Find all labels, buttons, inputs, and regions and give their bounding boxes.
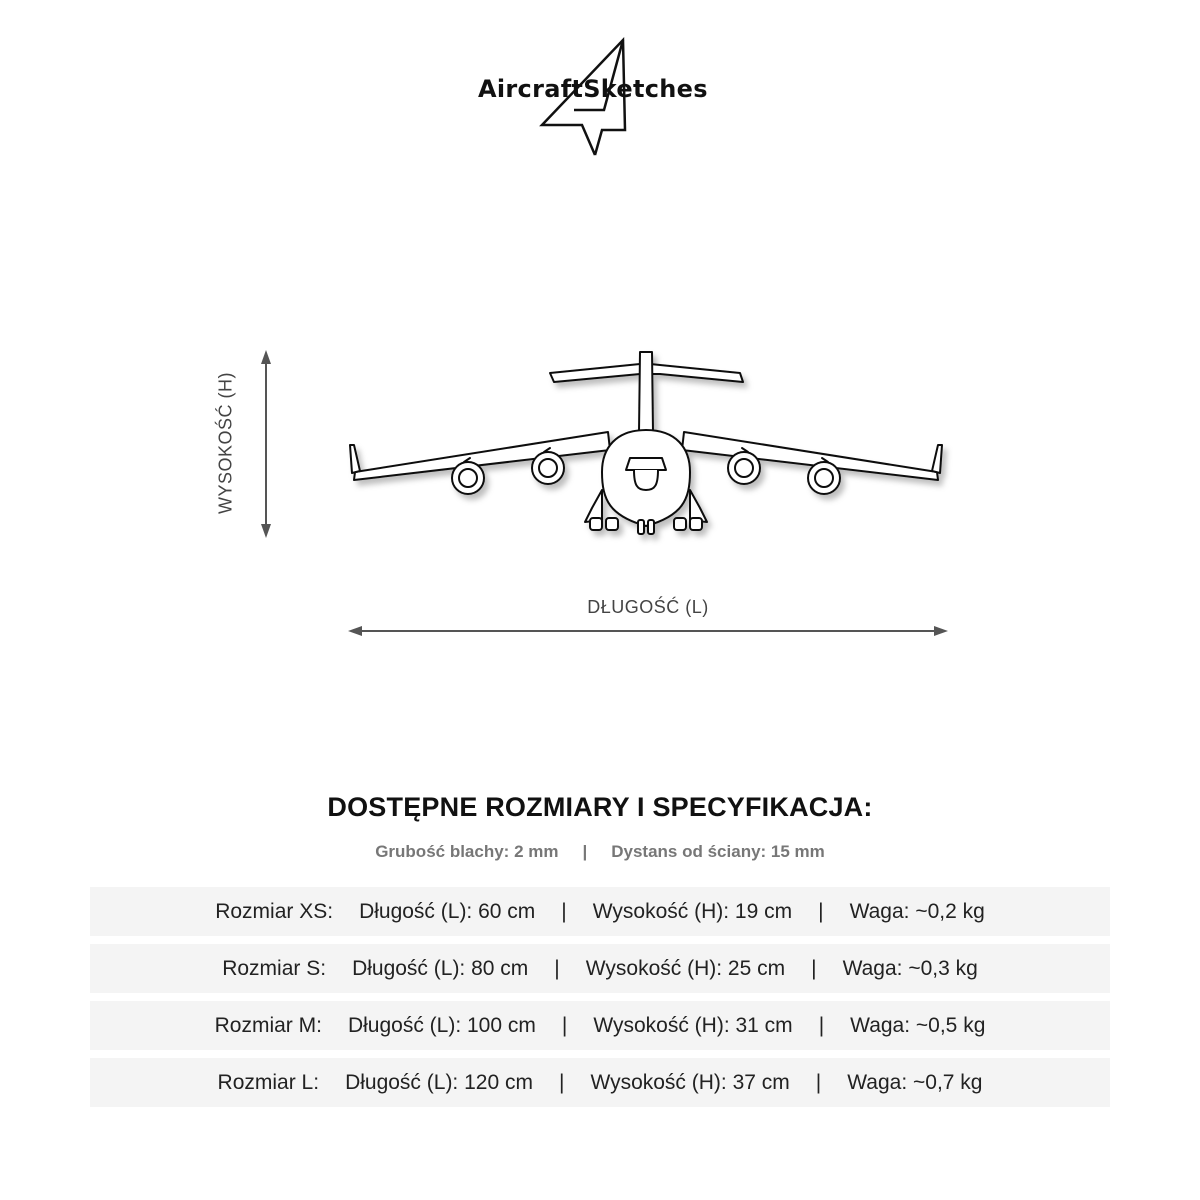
wall-distance: Dystans od ściany: 15 mm	[611, 842, 825, 861]
size-height: Wysokość (H): 31 cm	[593, 1013, 793, 1037]
size-row-s	[90, 944, 1110, 993]
size-height: Wysokość (H): 37 cm	[590, 1070, 790, 1094]
size-height: Wysokość (H): 19 cm	[592, 899, 793, 923]
size-length: Długość (L): 60 cm	[359, 899, 536, 923]
size-height: Wysokość (H): 25 cm	[585, 956, 786, 980]
size-name: Rozmiar M:	[214, 1013, 322, 1037]
size-name: Rozmiar S:	[222, 956, 327, 980]
brand-name: AircraftSketches	[478, 75, 708, 103]
size-row-l	[90, 1058, 1110, 1107]
height-label: WYSOKOŚĆ (H)	[215, 371, 236, 515]
size-name: Rozmiar L:	[217, 1070, 320, 1094]
spec-subtitle	[0, 842, 1200, 862]
separator: |	[811, 956, 817, 980]
size-length: Długość (L): 120 cm	[345, 1070, 533, 1094]
separator: |	[818, 899, 824, 923]
size-weight: Waga: ~0,7 kg	[847, 1070, 983, 1094]
separator: |	[815, 1070, 822, 1094]
size-name: Rozmiar XS:	[215, 899, 334, 923]
size-row-xs	[90, 887, 1110, 936]
sheet-thickness: Grubość blachy: 2 mm	[375, 842, 559, 861]
separator: |	[818, 1013, 825, 1037]
size-table	[90, 887, 1110, 1115]
separator: |	[561, 1013, 568, 1037]
size-weight: Waga: ~0,2 kg	[849, 899, 985, 923]
size-length: Długość (L): 80 cm	[352, 956, 529, 980]
size-length: Długość (L): 100 cm	[347, 1013, 536, 1037]
size-row-m	[90, 1001, 1110, 1050]
separator: |	[558, 1070, 565, 1094]
separator: |	[554, 956, 560, 980]
separator: |	[561, 899, 567, 923]
separator: |	[582, 842, 588, 861]
size-weight: Waga: ~0,3 kg	[842, 956, 978, 980]
size-weight: Waga: ~0,5 kg	[850, 1013, 986, 1037]
length-label: DŁUGOŚĆ (L)	[587, 597, 709, 617]
spec-title: DOSTĘPNE ROZMIARY I SPECYFIKACJA:	[327, 792, 873, 822]
